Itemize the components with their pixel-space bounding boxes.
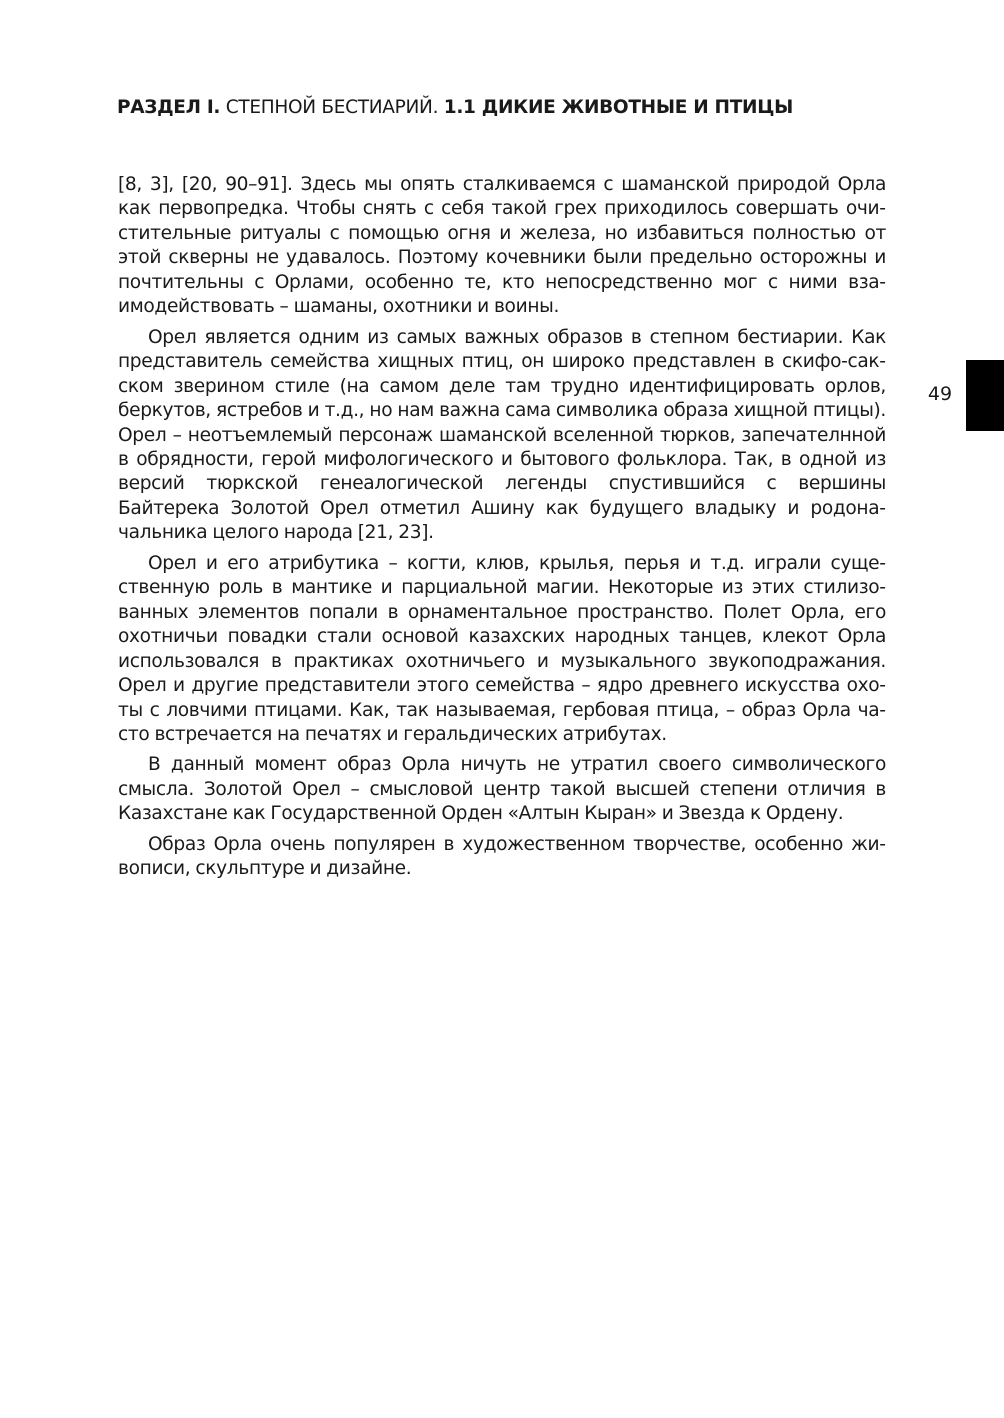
body-text: [118, 173, 886, 888]
paragraph: [8, 3], [20, 90–91]. Здесь мы опять сталкиваемся с шаманской природой Орла как первопредка. Чтобы снять с себя такой грех приходилось совершать очистительные ритуалы с помощью огня и железа, но избавиться полностью от этой скверны не удавалось. Поэтому кочевники были предельно осторожны и почтительны с Орлами, особенно те, кто непосредственно мог с ними взаимодействовать – шаманы, охотники и воины.: [118, 174, 886, 318]
header-section: РАЗДЕЛ I.: [117, 97, 221, 118]
header-part: СТЕПНОЙ БЕСТИАРИЙ.: [220, 97, 444, 118]
paragraph: Орел является одним из самых важных образов в степном бестиарии. Как представитель семейства хищных птиц, он широко представлен в скифо-сакском зверином стиле (на самом деле там трудно идентифицировать орлов, беркутов, ястребов и т.д., но нам важна сама символика образа хищной птицы). Орел – неотъемлемый персонаж шаманской вселенной тюрков, запечателнной в обрядности, герой мифологического и бытового фольклора. Так, в одной из версий тюркской генеалогической легенды спустившийся с вершины Байтерека Золотой Орел отметил Ашину как будущего владыку и родоначальника целого народа [21, 23].: [118, 326, 886, 544]
paragraph: Образ Орла очень популярен в художественном творчестве, особенно живописи, скульптуре и дизайне.: [118, 833, 886, 880]
thumb-index-tab: [966, 360, 1004, 431]
paragraph: Орел и его атрибутика – когти, клюв, крылья, перья и т.д. играли существенную роль в мантике и парциальной магии. Некоторые из этих стилизованных элементов попали в орнаментальное пространство. Полет Орла, его охотничьи повадки стали основой казахских народных танцев, клекот Орла использовался в практиках охотничьего и музыкального звукоподражания. Орел и другие представители этого семейства – ядро древнего искусства охоты с ловчими птицами. Как, так называемая, гербовая птица, – образ Орла часто встречается на печатях и геральдических атрибутах.: [118, 552, 886, 745]
paragraph: В данный момент образ Орла ничуть не утратил своего символического смысла. Золотой Орел – смысловой центр такой высшей степени отличия в Казахстане как Государственной Орден «Алтын Кыран» и Звезда к Ордену.: [118, 754, 886, 825]
running-header: [117, 96, 897, 120]
header-chapter: 1.1 ДИКИЕ ЖИВОТНЫЕ И ПТИЦЫ: [443, 97, 793, 118]
page-number: 49: [927, 383, 953, 405]
